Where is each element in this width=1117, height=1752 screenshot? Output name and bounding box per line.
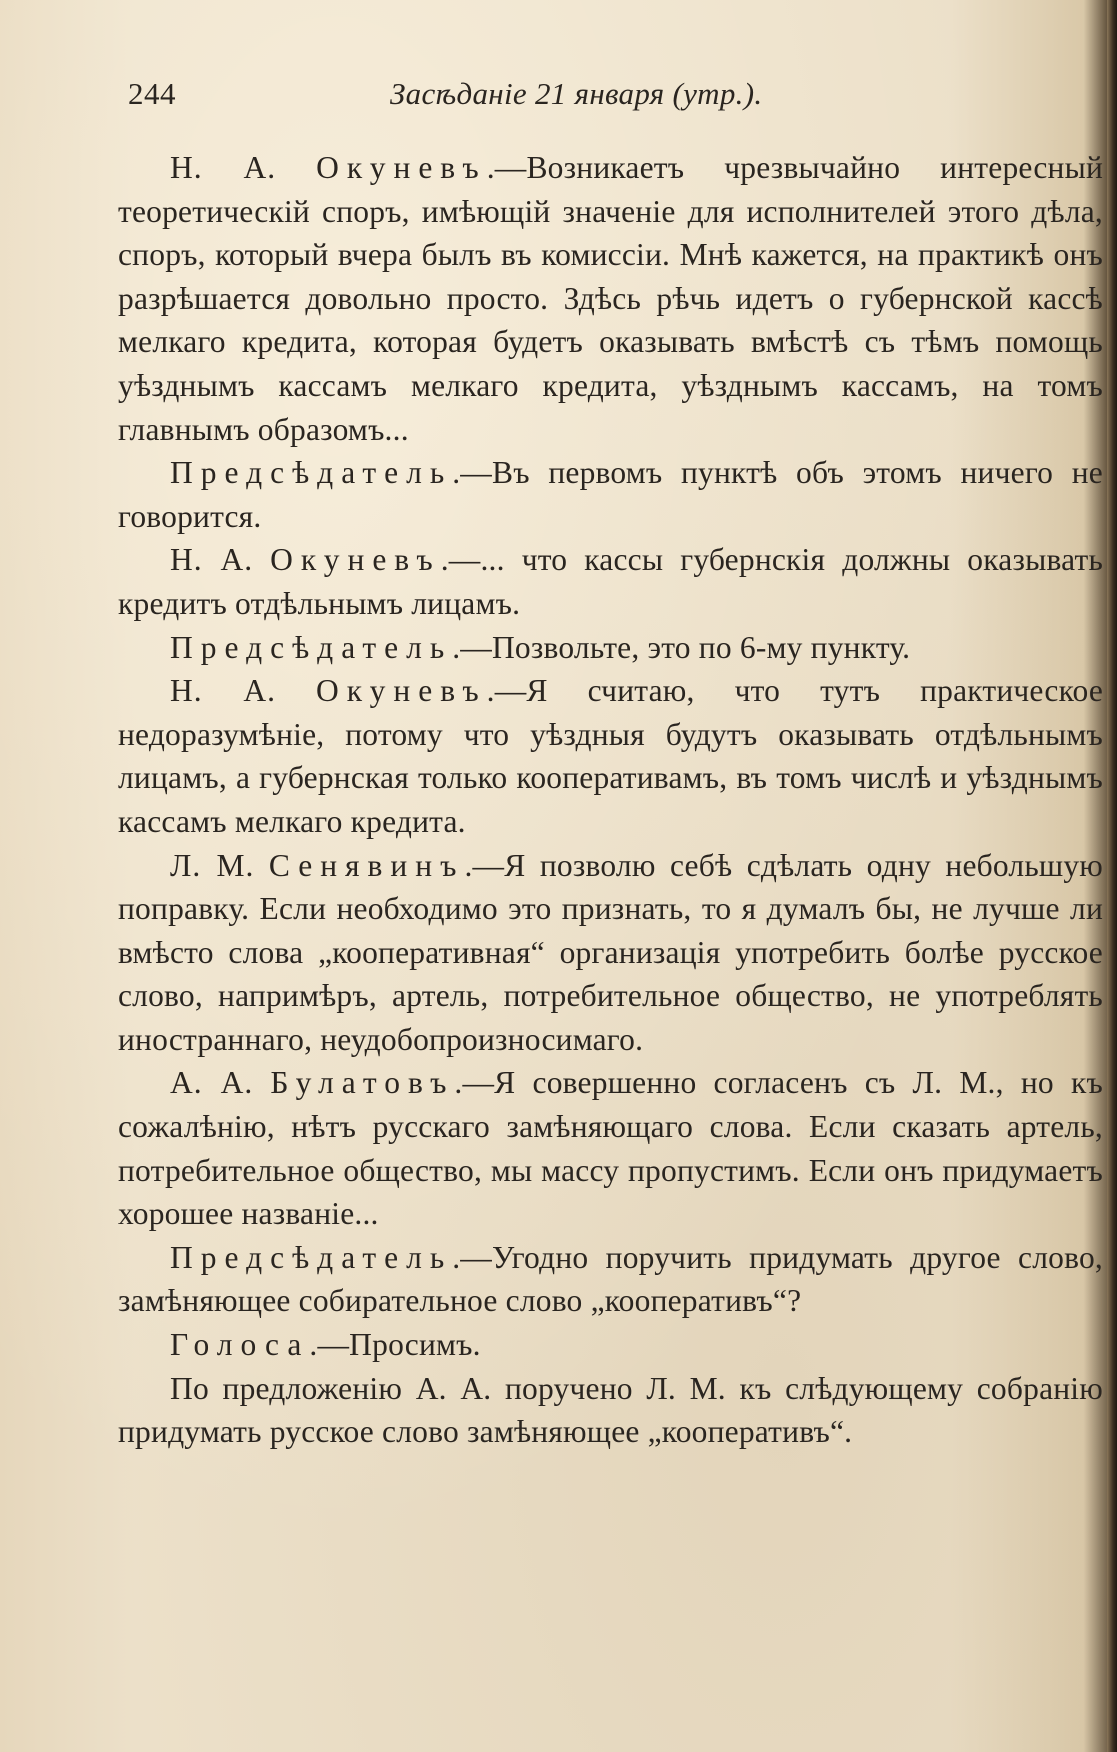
paragraph-10 xyxy=(118,1367,1103,1454)
paragraph-2 xyxy=(118,451,1103,538)
paragraph-5 xyxy=(118,669,1103,843)
page-number: 244 xyxy=(128,76,176,111)
paragraph-text: .—Въ первомъ пунктѣ объ этомъ ничего не говорится. xyxy=(118,455,1103,534)
paragraph-8 xyxy=(118,1236,1103,1323)
page-body xyxy=(118,146,1103,1454)
page-header xyxy=(128,76,1057,116)
speaker-name: Голоса xyxy=(170,1327,310,1363)
paragraph-3 xyxy=(118,538,1103,625)
speaker-name: Булатовъ xyxy=(270,1065,455,1101)
paragraph-1 xyxy=(118,146,1103,451)
speaker-name: Предсѣдатель xyxy=(170,1239,453,1275)
speaker-name: Окуневъ xyxy=(316,150,487,185)
running-title: Засѣданіе 21 января (утр.). xyxy=(390,76,763,111)
paragraph-6 xyxy=(118,844,1103,1062)
speaker-name: Окуневъ xyxy=(270,542,441,578)
paragraph-text: По предложенію А. А. поручено Л. М. къ слѣдующему собранію придумать русское слово замѣняющее „кооперативъ“. xyxy=(118,1370,1103,1450)
page-binding-edge xyxy=(1107,0,1117,1752)
speaker-name: Предсѣдатель xyxy=(170,455,453,491)
paragraph-text: .—Позвольте, это по 6-му пункту. xyxy=(452,629,911,665)
paragraph-text: .—... что кассы губернскія должны оказывать кредитъ отдѣльнымъ лицамъ. xyxy=(118,542,1104,621)
speaker-name: Окуневъ xyxy=(316,673,487,709)
speaker-initials: Н. А. xyxy=(170,150,277,185)
paragraph-7 xyxy=(118,1061,1103,1235)
speaker-initials: Н. А. xyxy=(170,673,277,709)
paragraph-text: .—Угодно поручить придумать другое слово, замѣняющее собирательное слово „кооперативъ“? xyxy=(118,1239,1103,1319)
speaker-initials: Л. М. xyxy=(170,847,255,883)
paragraph-9 xyxy=(118,1323,1103,1367)
paragraph-text: .—Просимъ. xyxy=(309,1327,481,1363)
speaker-name: Предсѣдатель xyxy=(170,629,453,665)
speaker-initials: А. А. xyxy=(170,1065,254,1101)
speaker-name: Сенявинъ xyxy=(268,847,465,883)
paragraph-text: .—Возникаетъ чрезвычайно интересный теоретическій споръ, имѣющій значеніе для исполнителей этого дѣла, споръ, который вчера былъ въ комиссіи. Мнѣ кажется, на практикѣ онъ разрѣшается довольно просто. Здѣсь рѣчь идетъ о губернской кассѣ мелкаго кредита, которая будетъ оказывать вмѣстѣ съ тѣмъ помощь уѣзднымъ кассамъ мелкаго кредита, уѣзднымъ кассамъ, на томъ главнымъ образомъ... xyxy=(118,150,1104,447)
paragraph-text: .—Я позволю себѣ сдѣлать одну небольшую поправку. Если необходимо это признать, то я думалъ бы, не лучше ли вмѣсто слова „кооперативная“ организація употребить болѣе русское слово, напримѣръ, артель, потребительное общество, не употреблять иностраннаго, неудобопроизносимаго. xyxy=(118,847,1104,1057)
paragraph-text: .—Я совершенно согласенъ съ Л. М., но къ сожалѣнію, нѣтъ русскаго замѣняющаго слова. Если сказать артель, потребительное общество, мы массу пропустимъ. Если онъ придумаетъ хорошее названіе... xyxy=(118,1065,1104,1232)
paragraph-4 xyxy=(118,626,1103,670)
paragraph-text: .—Я считаю, что тутъ практическое недоразумѣніе, потому что уѣздныя будутъ оказывать отдѣльнымъ лицамъ, а губернская только кооперативамъ, въ томъ числѣ и уѣзднымъ кассамъ мелкаго кредита. xyxy=(118,673,1103,839)
speaker-initials: Н. А. xyxy=(170,542,254,578)
